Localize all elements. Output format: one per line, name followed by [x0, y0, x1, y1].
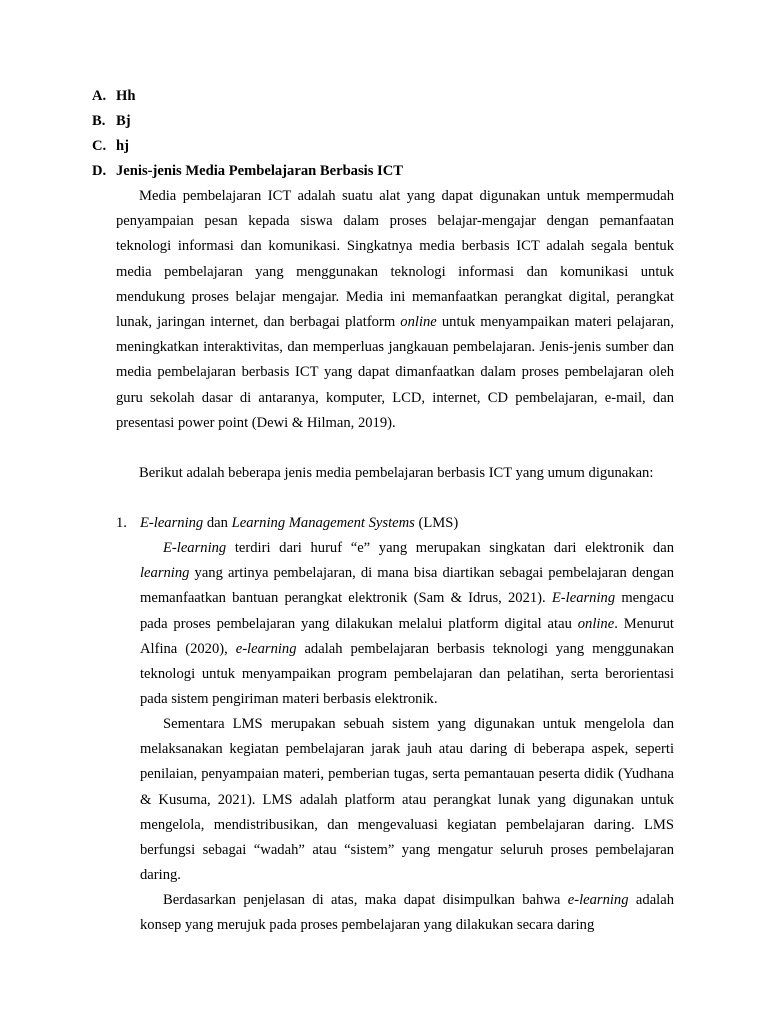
heading-d-label: D.: [92, 163, 107, 179]
paragraph-conclusion: Berdasarkan penjelasan di atas, maka dapat disimpulkan bahwa e-learning adalah konsep yang merujuk pada proses pembelajaran yang dilakukan secara daring: [140, 892, 674, 934]
heading-a: [92, 84, 135, 109]
heading-d-text: Jenis-jenis Media Pembelajaran Berbasis ICT: [116, 163, 403, 179]
heading-a-label: A.: [92, 88, 107, 104]
subheading-1: 1. E-learning dan Learning Management Systems (LMS): [116, 511, 458, 536]
heading-c: [92, 134, 129, 159]
subheading-1-number: 1.: [116, 515, 127, 531]
heading-c-text: hj: [116, 138, 129, 154]
heading-b-text: Bj: [116, 113, 131, 129]
heading-c-label: C.: [92, 138, 107, 154]
heading-b-label: B.: [92, 113, 106, 129]
heading-b: [92, 109, 131, 134]
paragraph-ict-definition: Media pembelajaran ICT adalah suatu alat yang dapat digunakan untuk mempermudah penyampaian pesan kepada siswa dalam proses belajar-mengajar dengan pemanfaatan teknologi informasi dan komunikasi. Singkatnya media berbasis ICT adalah segala bentuk media pembelajaran yang menggunakan teknologi informasi dan komunikasi untuk mendukung proses belajar mengajar. Media ini memanfaatkan perangkat digital, perangkat lunak, jaringan internet, dan berbagai platform online untuk menyampaikan materi pelajaran, meningkatkan interaktivitas, dan memperluas jangkauan pembelajaran. Jenis-jenis sumber dan media pembelajaran berbasis ICT yang dapat dimanfaatkan dalam proses pembelajaran oleh guru sekolah dasar di antaranya, komputer, LCD, internet, CD pembelajaran, e-mail, dan presentasi power point (Dewi & Hilman, 2019).: [116, 188, 674, 431]
paragraph-elearning: E-learning terdiri dari huruf “e” yang merupakan singkatan dari elektronik dan learning yang artinya pembelajaran, di mana bisa diartikan sebagai pembelajaran dengan memanfaatkan bantuan perangkat elektronik (Sam & Idrus, 2021). E-learning mengacu pada proses pembelajaran yang dilakukan melalui platform digital atau online. Menurut Alfina (2020), e-learning adalah pembelajaran berbasis teknologi yang menggunakan teknologi untuk menyampaikan program pembelajaran dan pelatihan, serta berorientasi pada sistem pengiriman materi berbasis elektronik.: [140, 540, 674, 708]
paragraph-intro-list: Berikut adalah beberapa jenis media pembelajaran berbasis ICT yang umum digunakan:: [139, 465, 654, 481]
paragraph-lms: Sementara LMS merupakan sebuah sistem yang digunakan untuk mengelola dan melaksanakan kegiatan pembelajaran jarak jauh atau daring di beberapa aspek, seperti penilaian, penyampaian materi, pemberian tugas, serta pemantauan peserta didik (Yudhana & Kusuma, 2021). LMS adalah platform atau perangkat lunak yang digunakan untuk mengelola, mendistribusikan, dan mengevaluasi kegiatan pembelajaran daring. LMS berfungsi sebagai “wadah” atau “sistem” yang mengatur seluruh proses pembelajaran daring.: [140, 716, 674, 884]
heading-d: [92, 159, 403, 184]
heading-a-text: Hh: [116, 88, 136, 104]
